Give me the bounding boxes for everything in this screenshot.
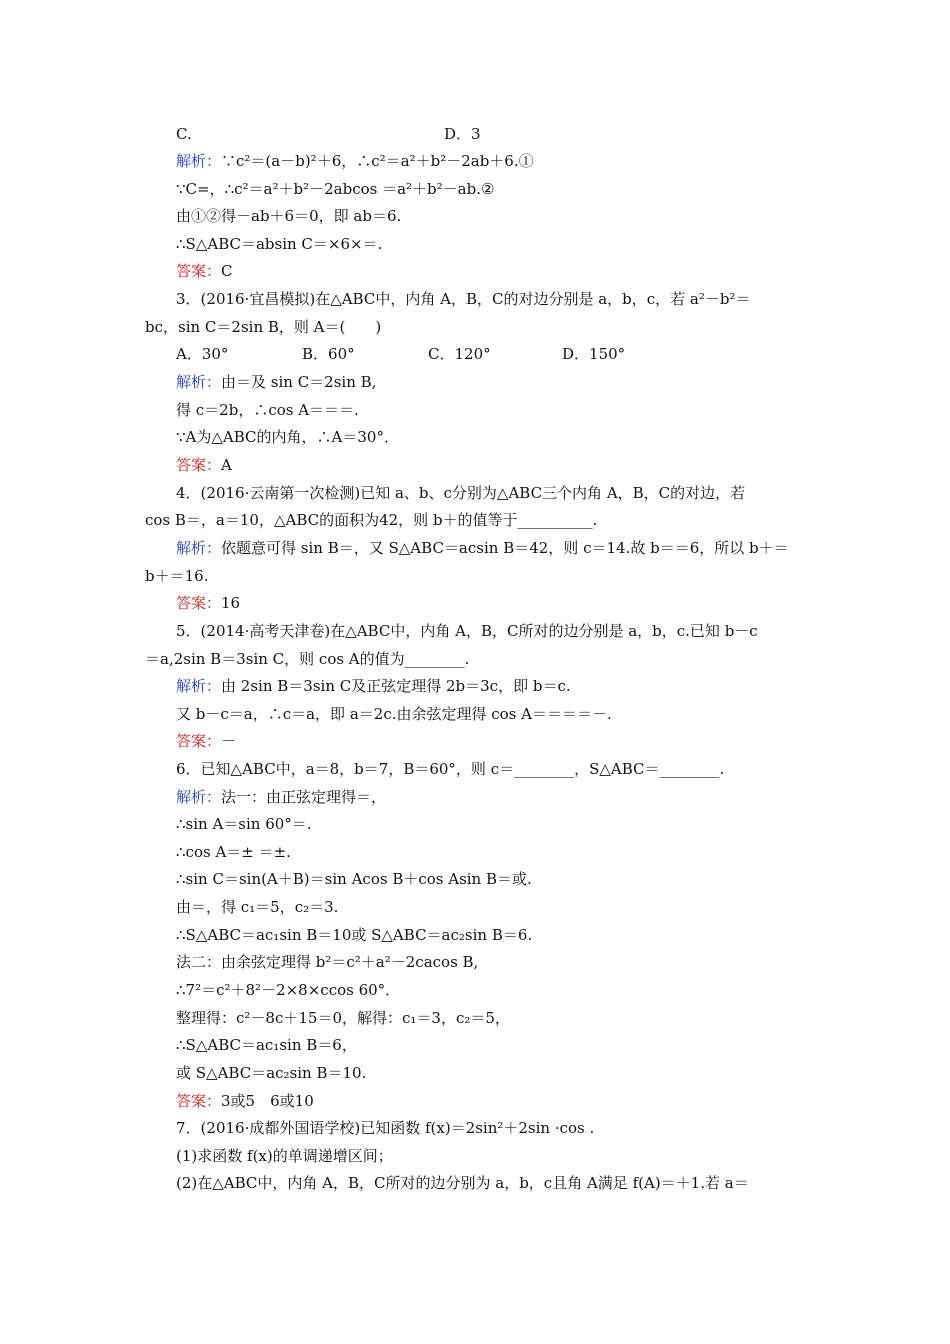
text-line: 得 c＝2b，∴cos A＝＝＝.	[176, 401, 359, 419]
question-line: 7．(2016·成都外国语学校)已知函数 f(x)＝2sin²＋2sin ·cos .	[176, 1119, 595, 1137]
text-line: 由＝，得 c₁＝5，c₂＝3.	[176, 898, 339, 916]
text-line: ∴cos A＝± ＝±.	[176, 843, 291, 861]
solution-line	[176, 538, 789, 558]
answer-value: A	[221, 456, 232, 474]
analysis-label: 解析：	[176, 152, 222, 170]
answer-label: 答案：	[176, 1092, 222, 1110]
text-line: 整理得：c²－8c＋15＝0，解得：c₁＝3，c₂＝5，	[176, 1009, 510, 1027]
answer-line	[176, 1091, 314, 1111]
text-line: ∴S△ABC＝ac₁sin B＝10或 S△ABC＝ac₂sin B＝6.	[176, 926, 533, 944]
question-line: (2)在△ABC中，内角 A，B，C所对的边分别为 a，b，c且角 A满足 f(A)＝＋1.若 a＝	[176, 1174, 749, 1192]
text-line: ∵A为△ABC的内角，∴A＝30°．	[176, 428, 399, 446]
text-line: b＋＝16.	[145, 567, 209, 585]
question-line: bc，sin C＝2sin B，则 A＝( )	[145, 318, 382, 336]
solution-line	[176, 676, 571, 696]
solution-line	[176, 787, 386, 807]
answer-value: －	[221, 732, 237, 750]
question-line: 3．(2016·宜昌模拟)在△ABC中，内角 A，B，C的对边分别是 a，b，c，若 a²－b²＝	[176, 290, 751, 308]
question-line: ＝a,2sin B＝3sin C，则 cos A的值为________.	[145, 650, 470, 668]
question-line: 4．(2016·云南第一次检测)已知 a、b、c分别为△ABC三个内角 A，B，C的对边，若	[176, 484, 746, 502]
text-line: 由①②得－ab＋6＝0，即 ab＝6.	[176, 207, 402, 225]
text-line: ∴sin C＝sin(A＋B)＝sin Acos B＋cos Asin B＝或.	[176, 870, 532, 888]
question-line: cos B＝，a＝10，△ABC的面积为42，则 b＋的值等于__________.	[145, 511, 598, 529]
answer-label: 答案：	[176, 456, 222, 474]
text: ∵c²＝(a－b)²＋6，∴c²＝a²＋b²－2ab＋6.①	[221, 152, 534, 170]
option-line	[176, 124, 481, 144]
option-c: C.	[176, 125, 192, 143]
answer-line	[176, 261, 233, 281]
question-line: 6．已知△ABC中，a＝8，b＝7，B＝60°，则 c＝________，S△ABC＝________.	[176, 760, 725, 778]
option-d: D．3	[444, 125, 481, 143]
text-line: ∴7²＝c²＋8²－2×8×ccos 60°．	[176, 981, 401, 999]
text-line: ∴S△ABC＝ac₁sin B＝6，	[176, 1036, 357, 1054]
analysis-label: 解析：	[176, 539, 222, 557]
text-line: 又 b－c＝a，∴c＝a，即 a＝2c.由余弦定理得 cos A＝＝＝＝－.	[176, 705, 612, 723]
text: 依题意可得 sin B＝，又 S△ABC＝acsin B＝42，则 c＝14.故 b＝＝6，所以 b＋＝	[221, 539, 789, 557]
answer-label: 答案：	[176, 732, 222, 750]
option-c: C．120°	[428, 345, 491, 363]
solution-line	[176, 372, 376, 392]
option-a: A．30°	[176, 345, 229, 363]
answer-label: 答案：	[176, 594, 222, 612]
question-line: (1)求函数 f(x)的单调递增区间；	[176, 1147, 393, 1165]
answer-line	[176, 455, 232, 475]
solution-line	[176, 151, 534, 171]
answer-label: 答案：	[176, 262, 222, 280]
analysis-label: 解析：	[176, 677, 222, 695]
question-line: 5．(2014·高考天津卷)在△ABC中，内角 A，B，C所对的边分别是 a，b，c.已知 b－c	[176, 622, 758, 640]
analysis-label: 解析：	[176, 373, 222, 391]
text-line: ∴sin A＝sin 60°＝.	[176, 815, 312, 833]
answer-value: 3或5 6或10	[221, 1092, 314, 1110]
text-line: ∵C=，∴c²＝a²＋b²－2abcos ＝a²＋b²－ab.②	[176, 180, 495, 198]
answer-value: 16	[221, 594, 241, 612]
text-line: 法二：由余弦定理得 b²＝c²＋a²－2cacos B,	[176, 953, 479, 971]
answer-line	[176, 731, 236, 751]
answer-value: C	[221, 262, 233, 280]
text: 由 2sin B＝3sin C及正弦定理得 2b＝3c，即 b＝c.	[221, 677, 571, 695]
text: 法一：由正弦定理得＝，	[221, 788, 387, 806]
text-line: 或 S△ABC＝ac₂sin B＝10.	[176, 1064, 367, 1082]
answer-line	[176, 593, 240, 613]
text-line: ∴S△ABC＝absin C＝×6×＝.	[176, 235, 383, 253]
option-d: D．150°	[562, 345, 626, 363]
options-line	[176, 344, 656, 364]
analysis-label: 解析：	[176, 788, 222, 806]
text: 由＝及 sin C＝2sin B,	[221, 373, 377, 391]
option-b: B．60°	[302, 345, 355, 363]
